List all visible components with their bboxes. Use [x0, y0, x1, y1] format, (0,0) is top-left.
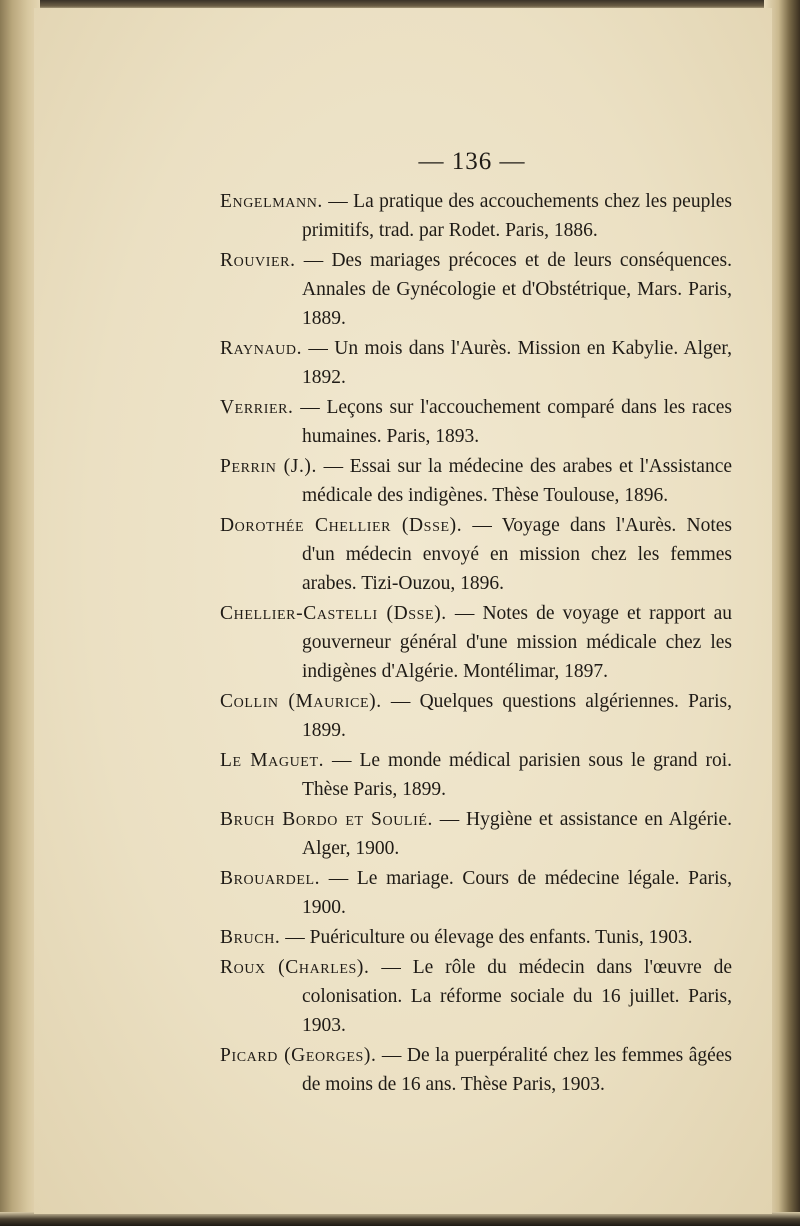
entry-author: Dorothée Chellier (Dsse).	[220, 515, 463, 536]
bibliography-entry	[220, 452, 732, 510]
entry-author: Roux (Charles).	[220, 957, 370, 978]
entry-text: — Essai sur la médecine des arabes et l'Assistance médicale des indigènes. Thèse Toulouse, 1896.	[302, 456, 733, 506]
entry-author: Le Maguet.	[220, 750, 325, 771]
entry-text: — Notes de voyage et rapport au gouverneur général d'une mission médicale chez les indigènes d'Algérie. Montélimar, 1897.	[302, 603, 732, 682]
bibliography-list	[220, 187, 732, 1100]
bibliography-entry	[220, 746, 732, 804]
bibliography-entry	[220, 1041, 732, 1099]
entry-text: — Le monde médical parisien sous le grand roi. Thèse Paris, 1899.	[302, 750, 732, 800]
entry-author: Bruch Bordo et Soulié.	[220, 809, 433, 830]
entry-author: Engelmann.	[220, 191, 323, 212]
book-bottom-edge	[0, 1212, 800, 1226]
entry-author: Bruch.	[220, 927, 281, 948]
bibliography-entry	[220, 187, 732, 245]
entry-text: — Puériculture ou élevage des enfants. Tunis, 1903.	[280, 927, 693, 948]
bibliography-entry	[220, 511, 732, 598]
entry-text: — Quelques questions algériennes. Paris, 1899.	[302, 691, 732, 741]
entry-author: Raynaud.	[220, 338, 303, 359]
entry-author: Picard (Georges).	[220, 1045, 377, 1066]
entry-author: Verrier.	[220, 397, 294, 418]
entry-text: — Voyage dans l'Aurès. Notes d'un médecin envoyé en mission chez les femmes arabes. Tizi-Ouzou, 1896.	[302, 515, 732, 594]
book-page	[34, 8, 772, 1214]
bibliography-entry	[220, 246, 732, 333]
entry-text: — De la puerpéralité chez les femmes âgées de moins de 16 ans. Thèse Paris, 1903.	[302, 1045, 732, 1095]
entry-text: — Le mariage. Cours de médecine légale. Paris, 1900.	[302, 868, 732, 918]
entry-author: Chellier-Castelli (Dsse).	[220, 603, 447, 624]
entry-text: — Leçons sur l'accouchement comparé dans les races humaines. Paris, 1893.	[293, 397, 732, 447]
page-number: — 136 —	[418, 148, 526, 175]
bibliography-entry	[220, 393, 732, 451]
bibliography-entry	[220, 334, 732, 392]
bibliography-entry	[220, 864, 732, 922]
bibliography-entry	[220, 687, 732, 745]
bibliography-entry	[220, 923, 732, 952]
entry-text: — Hygiène et assistance en Algérie. Alger, 1900.	[302, 809, 732, 859]
entry-text: — Un mois dans l'Aurès. Mission en Kabylie. Alger, 1892.	[302, 338, 732, 388]
bibliography-entry	[220, 599, 732, 686]
entry-text: — Des mariages précoces et de leurs conséquences. Annales de Gynécologie et d'Obstétrique, Mars. Paris, 1889.	[295, 250, 732, 329]
bibliography-entry	[220, 805, 732, 863]
entry-author: Rouvier.	[220, 250, 296, 271]
entry-author: Brouardel.	[220, 868, 321, 889]
entry-author: Perrin (J.).	[220, 456, 317, 477]
bibliography-entry	[220, 953, 732, 1040]
entry-text: — La pratique des accouchements chez les peuples primitifs, trad. par Rodet. Paris, 1886.	[302, 191, 732, 241]
entry-text: — Le rôle du médecin dans l'œuvre de colonisation. La réforme sociale du 16 juillet. Paris, 1903.	[302, 957, 732, 1036]
entry-author: Collin (Maurice).	[220, 691, 382, 712]
